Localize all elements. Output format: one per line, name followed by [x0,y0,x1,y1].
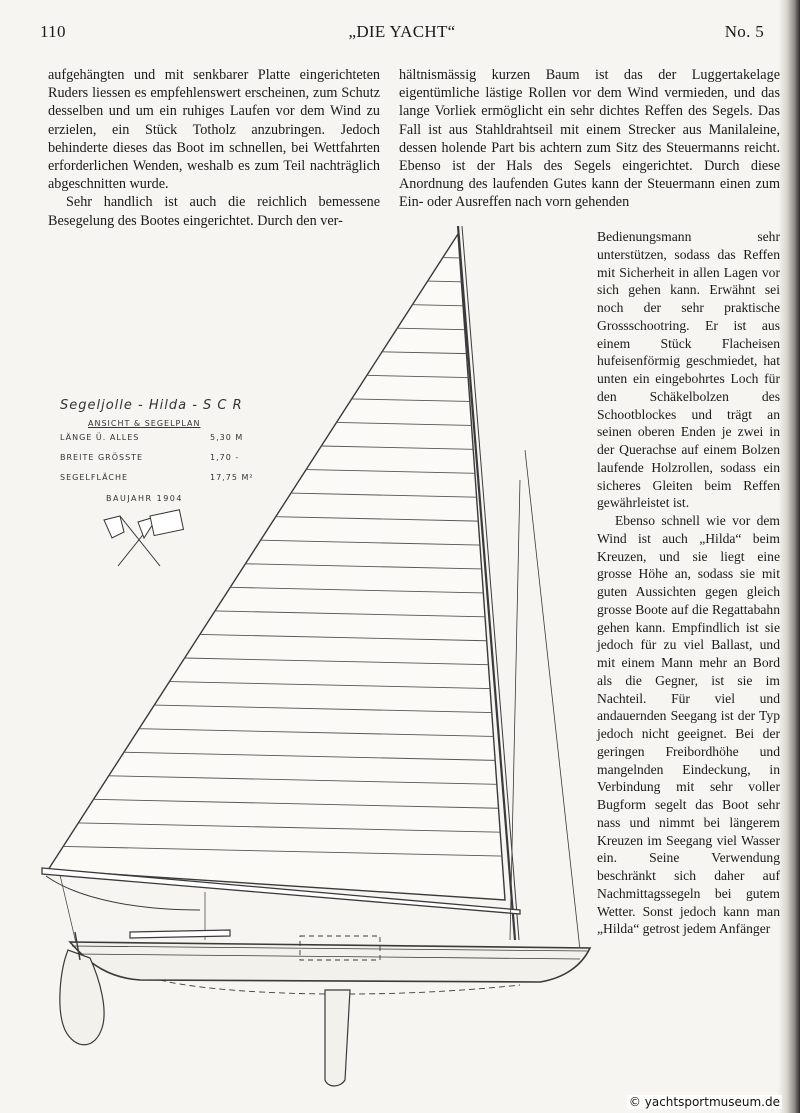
page-number: 110 [40,22,66,41]
drawing-title: Segeljolle - Hilda - S C R [60,398,243,413]
right-column-top [399,66,780,212]
spec-value: 5,30 M [210,433,244,442]
watermark: © yachtsportmuseum.de [628,1095,780,1109]
narrow-paragraph-2: Ebenso schnell wie vor dem Wind ist auch „Hilda“ beim Kreuzen, und sie liegt eine grosse Höhe an, sodass sie mit guten Aussichten gegen gleich grosse Boote auf die Regattabahn gehen kann. Empfindlich ist sie jedoch für zu viel Ballast, und mit einem Mann mehr an Bord als die Gegner, ist sie im Nachteil. Für viel und andauernden Seegang ist der Typ jedoch nicht geeignet. Bei der geringen Freibordhöhe und mangelnden Eindeckung, in Verbindung mit sehr voller Bugform segelt das Boot sehr nass und nimmt bei längerem Kreuzen im Seegang viel Wasser ein. Seine Verwendung beschränkt sich daher auf Nachmittagssegeln bei gutem Wetter. Sonst jedoch kann man „Hilda“ getrost jedem Anfänger [597,513,780,937]
spec-row [60,428,260,448]
burgee-flags [104,510,184,566]
left-column [48,66,380,230]
journal-title: „DIE YACHT“ [348,22,456,41]
left-paragraph-2: Sehr handlich ist auch die reichlich bemessene Besegelung des Bootes eingerichtet. Durch den ver- [48,194,380,229]
spec-row [60,468,260,488]
page-header [40,18,764,44]
hull [70,942,590,982]
spec-value: 1,70 - [210,453,240,462]
narrow-paragraph-1: Bedienungsmann sehr unterstützen, sodass das Reffen mit Sicherheit in allen Lagen vor sich gehen kann. Erwähnt sei noch der sehr praktische Grossschootring. Er ist aus einem Stück Flacheisen hufeisenförmig geschmiedet, hat unten ein eingebohrtes Loch für den Schäkelbolzen des Schootblockes und trägt an seinen oberen Enden je zwei in der Querachse auf einem Bolzen laufende Holzrollen, sodass ein sicheres Gleiten beim Reffen gewährleistet ist. [597,229,780,511]
spec-value: 17,75 M² [210,473,254,482]
issue-number: No. 5 [724,22,764,41]
narrow-column [597,228,780,938]
sail-plan-drawing [20,220,600,1100]
centreboard [325,990,350,1086]
page-edge-shadow [778,0,800,1113]
spec-label: LÄNGE Ü. ALLES [60,433,140,442]
right-paragraph-top: hältnismässig kurzen Baum ist das der Luggertakelage eigentümliche lästige Rollen vor dem Wind vermieden, und das lange Vorliek ermöglicht ein sehr dichtes Reffen des Segels. Das Fall ist aus Stahldrahtseil mit einem Strecker aus Manilaleine, dessen holende Part bis achtern zum Sitz des Steuermanns reicht. Ebenso ist der Hals des Segels eingerichtet. Durch diese Anordnung des laufenden Gutes kann der Steuermann einen zum Ein- oder Ausreffen nach vorn gehenden [399,67,780,211]
drawing-subtitle: ANSICHT & SEGELPLAN [88,419,201,428]
build-year: BAUJAHR 1904 [106,494,183,503]
left-paragraph-1: aufgehängten und mit senkbarer Platte eingerichteten Ruders liessen es empfehlenswert erscheinen, zum Schutz desselben und um ein ruhiges Laufen vor dem Wind zu erzielen, ein Stück Totholz anzubringen. Jedoch behinderte dieses das Boot im schnellen, bei Wettfahrten erforderlichen Wenden, weshalb es zum Teil nachträglich abgeschnitten wurde. [48,67,380,193]
spec-label: SEGELFLÄCHE [60,473,129,482]
drawing-legend [60,398,260,503]
spec-row [60,448,260,468]
spec-label: BREITE GRÖSSTE [60,453,144,462]
